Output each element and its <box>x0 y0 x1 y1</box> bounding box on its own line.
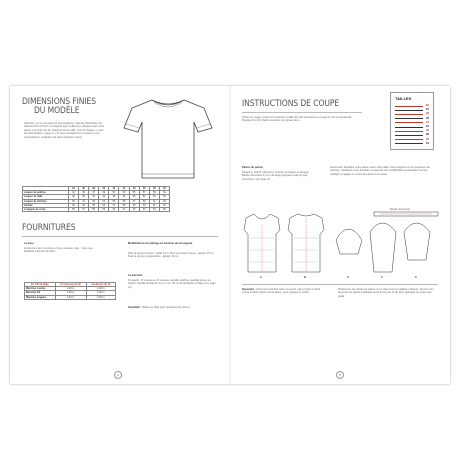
size-line <box>395 138 429 142</box>
book-spread <box>10 86 450 384</box>
size-line <box>395 142 429 146</box>
size-number: 48 <box>425 111 429 116</box>
page-title-dimensions: DIMENSIONS FINIES DU MODÈLE <box>22 97 97 116</box>
size-line-stroke <box>395 118 423 119</box>
size-line <box>395 108 429 112</box>
mercerie-title: La mercerie <box>128 274 143 277</box>
size-number: 38 <box>425 132 429 137</box>
pieces-title: Pièces du patron <box>242 166 263 169</box>
piece-label-a: A <box>260 276 262 279</box>
dimensions-table: 34 36 38 40 42 44 46 48 50 52 Largeur de poitrine 44 45 47 49 51 53 55 57 59 61 Largeur de taille 39 40 42 44 46 48 50 52 54 56 Largeur de hanches 45 47 49 51 53 55 57 59 61 63 Carrure 33 34 35 36 37 38 39 40 41 42 Longueur de corps 56 57 58 59 60 61 62 63 64 65 <box>22 186 170 212</box>
left-page <box>10 86 230 384</box>
divider <box>242 112 362 113</box>
page-number-left: 4 <box>114 371 122 379</box>
cutting-text-col2: Après avoir décalqué votre patron selon votre taille, votre longueur et vos longueurs de manche, choisissez votre encolure et apportez des modifications éventuelles comme expliqué en pages xx, avant de passer à la coupe. <box>330 166 430 176</box>
size-line <box>395 133 429 137</box>
page-title-instructions: INSTRUCTIONS DE COUPE <box>242 99 340 109</box>
size-line-stroke <box>395 127 423 128</box>
divider <box>242 284 438 285</box>
section-title-fournitures: FOURNITURES <box>22 223 76 233</box>
size-number: 34 <box>425 140 429 145</box>
size-line-stroke <box>395 110 423 111</box>
piece-label-b: B <box>304 276 306 279</box>
size-number: 44 <box>425 119 429 124</box>
size-number: 42 <box>425 124 429 128</box>
table-row: Carrure 33 34 35 36 37 38 39 40 41 42 <box>23 203 170 207</box>
piece-label-c2: C <box>381 276 383 279</box>
facultatif: Facultatif : Ruban ou biais pour l'encolure dos 30 cm. <box>128 306 191 309</box>
table-row: Largeur de poitrine 44 45 47 49 51 53 55 57 59 61 <box>23 191 170 195</box>
size-number: 50 <box>425 107 429 112</box>
tissu-text: Jersey de coton, ou coton et lycra, viscose, soie... Avec une élasticité minimum de 30%. <box>24 247 93 254</box>
piece-label-c1: C <box>347 276 349 279</box>
size-line <box>395 112 429 116</box>
size-line-stroke <box>395 114 423 115</box>
instructions-intro: Patron en rouge et noir sur la planche A taille 34 à 52. Encolures en rouge et noir sur la planche B tailles 34 à 52. Patron coutures comprises 1mm. <box>242 116 352 123</box>
neckband-label: Bande d'encolure <box>390 208 411 211</box>
right-page <box>230 86 450 384</box>
dimensions-intro: Attention, ce ne sont pas vos mensurations, mais les dimensions du vêtement fini A PLAT, à comparer avec celles d'un vêtement que vous aimez, pour être sûr de choisir la bonne taille. (voir le chapitre « votre tee-shirt préféré » page xx.) Si vous souhaitez les comparer à vos mensurations, multipliez par deux (tour/tour corps). <box>24 122 104 139</box>
size-line-stroke <box>395 122 423 123</box>
pieces-text: Devant A, Dos B, Manche C (courte, mi-longue ou longue), Bande d'encolure 4,5 cm de large (longueur selon le type d'encolure, voir page xx). <box>242 171 310 181</box>
fabric-table: En 140 de large En dessous du 42 Au-dessus du 42 Manches courtes 1,20 m 1,40 m Manches 3/4 1,30 m 1,50 m Manches longues 1,40 m 1,60 m <box>24 282 116 300</box>
size-line-stroke <box>395 131 423 132</box>
tshirt-illustration <box>120 94 216 184</box>
size-number: 40 <box>425 128 429 133</box>
pattern-pieces-diagram <box>240 210 444 282</box>
mercerie-text: Fil assorti ; fil mousse ou fil mousse. Aiguille machine spéciale jersey ou stretch. Aiguille double de 3 ou 4 mm. 30 cm de lamifiette ou biais (voir page xx). <box>128 279 216 289</box>
size-line <box>395 117 429 121</box>
sizes-legend-title: TAILLES <box>395 96 412 101</box>
size-line-stroke <box>395 106 423 107</box>
modif-title: Modifications du métrage en fonction de la longueur <box>128 242 193 245</box>
table-row: Largeur de hanches 45 47 49 51 53 55 57 59 61 63 <box>23 199 170 203</box>
piece-label-c3: C <box>415 276 417 279</box>
important-note: Important : Votre tissu doit être avec et envers, plié en deux endroit contre endroit, lisière contre lisière, pour marquer le milieu. <box>242 288 321 295</box>
table-row: Longueur de corps 56 57 58 59 60 61 62 63 64 65 <box>23 208 170 212</box>
sizes-legend <box>390 92 434 150</box>
size-number: 46 <box>425 115 429 120</box>
size-number: 36 <box>425 136 429 141</box>
table-row: Manches longues 1,40 m 1,60 m <box>25 295 116 299</box>
tissu-title: Le tissu <box>24 242 34 245</box>
positioning-text: Positionnez les pièces du patron sur le tissu comme indiqué ci-dessus. Prenez soin de poser les pièces indiquées au pli le long du pli du tissu. Épinglez ou posez des poids. <box>338 288 434 298</box>
divider <box>22 236 218 237</box>
modif-text: Pour la version courte : retirer 5 cm. Pour la version longue : ajouter 15 cm. Pour la version tunique/robe : ajouter 40 cm. <box>128 252 215 259</box>
table-row: Manches courtes 1,20 m 1,40 m <box>25 287 116 291</box>
size-line <box>395 121 429 125</box>
table-row: Largeur de taille 39 40 42 44 46 48 50 52 54 56 <box>23 195 170 199</box>
size-line-stroke <box>395 135 423 136</box>
size-line <box>395 129 429 133</box>
size-line <box>395 104 429 108</box>
table-row: Manches 3/4 1,30 m 1,50 m <box>25 291 116 295</box>
size-number: 52 <box>425 103 429 107</box>
page-number-right: 5 <box>336 371 344 379</box>
size-line-stroke <box>395 143 423 144</box>
size-line <box>395 125 429 129</box>
size-line-stroke <box>395 139 423 140</box>
